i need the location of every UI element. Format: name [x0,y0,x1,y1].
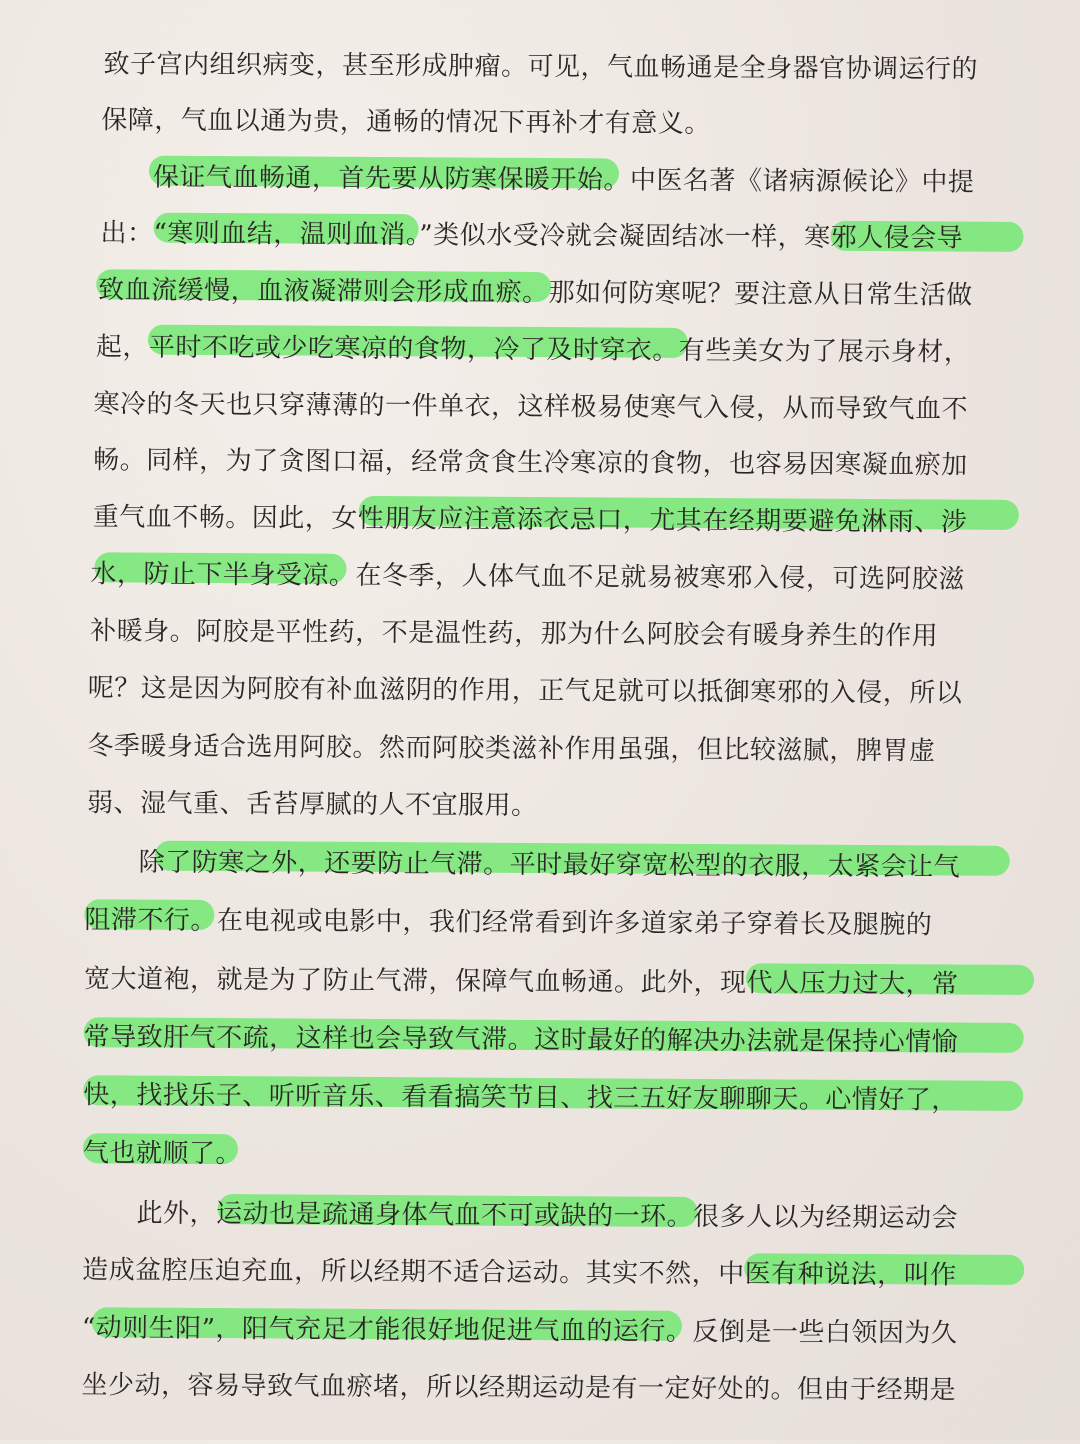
text-line: 重气血不畅。因此，女性朋友应注意添衣忌口，尤其在经期要避免淋雨、涉 [92,502,968,538]
text-line: 宽大道袍，就是为了防止气滞，保障气血畅通。此外，现代人压力过大，常 [83,964,959,1000]
text-line: 气也就顺了。 [82,1138,243,1170]
text-line: 寒冷的冬天也只穿薄薄的一件单衣，这样极易使寒气入侵，从而导致气血不 [93,389,969,425]
text-line: “动则生阳”，阳气充足才能很好地促进气血的运行。反倒是一些白领因为久 [81,1313,958,1349]
text-line: 坐少动，容易导致气血瘀堵，所以经期运动是有一定好处的。但由于经期是 [81,1370,957,1406]
paragraph-start-line: 除了防寒之外，还要防止气滞。平时最好穿宽松型的衣服，太紧会让气 [138,847,961,883]
text-line: 致血流缓慢，血液凝滞则会形成血瘀。那如何防寒呢？要注意从日常生活做 [98,275,973,311]
text-line: 出：“寒则血结，温则血消。”类似水受冷就会凝固结冰一样，寒邪人侵会导 [100,218,964,254]
text-line: 水，防止下半身受凉。在冬季，人体气血不足就易被寒邪入侵，可选阿胶滋 [90,559,966,595]
text-line: 造成盆腔压迫充血，所以经期不适合运动。其实不然，中医有种说法，叫作 [82,1255,957,1291]
text-line: 阻滞不行。在电视或电影中，我们经常看到许多道家弟子穿着长及腿腕的 [84,905,933,941]
text-line: 快，找找乐子、听听音乐、看看搞笑节目、找三五好友聊聊天。心情好了， [83,1080,958,1116]
text-line: 致子宫内组织病变，甚至形成肿瘤。可见，气血畅通是全身器官协调运行的 [103,49,979,85]
text-line: 保障，气血以通为贵，通畅的情况下再补才有意义。 [101,105,711,140]
text-line: 常导致肝气不疏，这样也会导致气滞。这时最好的解决办法就是保持心情愉 [83,1022,959,1058]
text-line: 冬季暖身适合选用阿胶。然而阿胶类滋补作用虽强，但比较滋腻，脾胃虚 [87,731,936,767]
text-line: 呢？这是因为阿胶有补血滋阴的作用，正气足就可以抵御寒邪的入侵，所以 [87,673,963,709]
paragraph-start-line: 此外，运动也是疏通身体气血不可或缺的一环。很多人以为经期运动会 [136,1198,959,1234]
paragraph-start-line: 保证气血畅通，首先要从防寒保暖开始。中医名著《诸病源候论》中提 [152,162,975,198]
text-line: 畅。同样，为了贪图口福，经常贪食生冷寒凉的食物，也容易因寒凝血瘀加 [93,445,968,481]
text-line: 补暖身。阿胶是平性药，不是温性药，那为什么阿胶会有暖身养生的作用 [90,616,939,652]
text-line: 弱、湿气重、舌苔厚腻的人不宜服用。 [86,788,538,822]
text-line: 起，平时不吃或少吃寒凉的食物，冷了及时穿衣。有些美女为了展示身材， [95,332,971,368]
